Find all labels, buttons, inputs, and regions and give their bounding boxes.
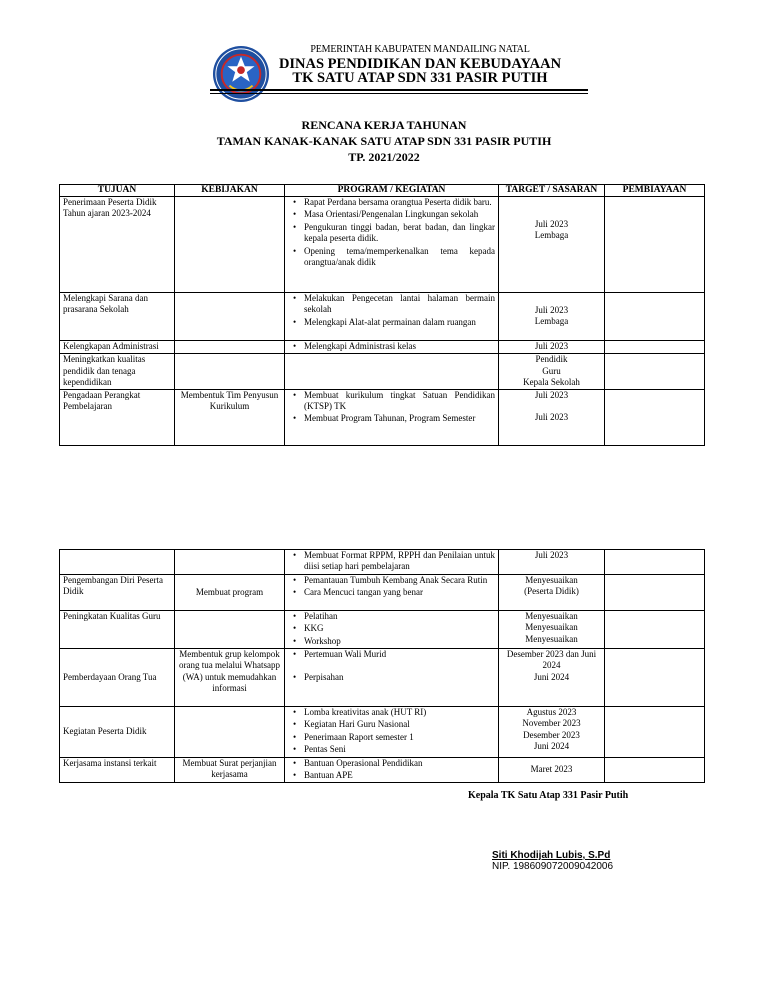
program-item: • Workshop xyxy=(304,636,495,647)
target-cell xyxy=(499,574,605,610)
doc-year: TP. 2021/2022 xyxy=(348,150,420,164)
target-cell xyxy=(499,610,605,648)
tujuan-cell: Kegiatan Peserta Didik xyxy=(60,707,175,758)
target-line: Lembaga xyxy=(534,316,569,327)
program-cell xyxy=(285,293,499,341)
signature-nip: NIP. 198609072009042006 xyxy=(492,861,614,872)
target-cell: Juli 2023 xyxy=(499,550,605,575)
program-cell xyxy=(285,341,499,354)
work-plan-table xyxy=(59,184,705,446)
signature-name: Siti Khodijah Lubis, S.Pd xyxy=(492,850,611,861)
gov-name: PEMERINTAH KABUPATEN MANDAILING NATAL xyxy=(310,44,530,55)
program-item: • Perpisahan xyxy=(304,672,495,683)
kebijakan-cell xyxy=(175,610,285,648)
target-line: Lembaga xyxy=(534,230,569,241)
tujuan-cell: Melengkapi Sarana dan prasarana Sekolah xyxy=(60,293,175,341)
program-item: • Penerimaan Raport semester 1 xyxy=(304,732,495,743)
kebijakan-text: Membentuk Tim Penyusun Kurikulum xyxy=(180,389,279,412)
signature-title: Kepala TK Satu Atap 331 Pasir Putih xyxy=(468,790,629,801)
header-rule-thin xyxy=(210,93,588,94)
doc-subtitle: TAMAN KANAK-KANAK SATU ATAP SDN 331 PASIR PUTIH xyxy=(216,134,552,148)
table-row xyxy=(60,707,705,758)
program-cell xyxy=(285,707,499,758)
pembiayaan-cell xyxy=(605,649,705,707)
kebijakan-cell xyxy=(175,293,285,341)
doc-title: RENCANA KERJA TAHUNAN xyxy=(301,118,467,132)
program-cell xyxy=(285,354,499,389)
pembiayaan-cell xyxy=(605,574,705,610)
target-line: Juli 2023 xyxy=(534,412,569,423)
program-item: • Membuat kurikulum tingkat Satuan Pendidikan (KTSP) TK xyxy=(304,390,495,413)
tujuan-cell: Peningkatan Kualitas Guru xyxy=(60,610,175,648)
target-cell xyxy=(499,707,605,758)
kebijakan-cell xyxy=(175,197,285,293)
target-line: Menyesuaikan xyxy=(525,610,578,621)
col-kebijakan: KEBIJAKAN xyxy=(175,185,285,197)
program-cell xyxy=(285,550,499,575)
pembiayaan-cell xyxy=(605,610,705,648)
pembiayaan-cell xyxy=(605,354,705,389)
school-name: TK SATU ATAP SDN 331 PASIR PUTIH xyxy=(292,70,548,86)
pembiayaan-cell xyxy=(605,197,705,293)
target-line: Juni 2024 xyxy=(533,741,570,752)
col-tujuan: TUJUAN xyxy=(60,185,175,197)
table-row xyxy=(60,354,705,389)
target-line: Juni 2024 xyxy=(533,671,570,682)
table-row xyxy=(60,197,705,293)
tujuan-cell: Pemberdayaan Orang Tua xyxy=(60,649,175,707)
program-item: • KKG xyxy=(304,623,495,634)
target-line: Menyesuaikan xyxy=(525,622,578,633)
col-target: TARGET / SASARAN xyxy=(499,185,605,197)
program-item: • Membuat Program Tahunan, Program Semester xyxy=(304,413,495,424)
target-line: Desember 2023 xyxy=(523,729,580,740)
program-item: • Kegiatan Hari Guru Nasional xyxy=(304,719,495,730)
program-cell xyxy=(285,610,499,648)
pembiayaan-cell xyxy=(605,707,705,758)
tujuan-cell: Pengadaan Perangkat Pembelajaran xyxy=(60,389,175,445)
target-line: November 2023 xyxy=(522,718,581,729)
program-item: • Lomba kreativitas anak (HUT RI) xyxy=(304,707,495,718)
col-program: PROGRAM / KEGIATAN xyxy=(285,185,499,197)
target-cell: Juli 2023 xyxy=(499,341,605,354)
target-cell: Maret 2023 xyxy=(499,757,605,783)
program-item: • Masa Orientasi/Pengenalan Lingkungan sekolah xyxy=(304,209,495,220)
table-row xyxy=(60,341,705,354)
target-line: Kepala Sekolah xyxy=(523,377,580,388)
program-item: • Membuat Format RPPM, RPPH dan Penilaian untuk diisi setiap hari pembelajaran xyxy=(304,550,495,573)
table-row xyxy=(60,649,705,707)
letterhead xyxy=(0,0,768,110)
target-cell xyxy=(499,197,605,293)
kebijakan-cell xyxy=(175,354,285,389)
tujuan-cell xyxy=(60,550,175,575)
target-cell xyxy=(499,354,605,389)
header-rule xyxy=(210,89,588,91)
program-item: • Melakukan Pengecetan lantai halaman bermain sekolah xyxy=(304,293,495,316)
program-cell xyxy=(285,574,499,610)
program-item: • Pengukuran tinggi badan, berat badan, dan lingkar kepala peserta didik. xyxy=(304,222,495,245)
kebijakan-cell xyxy=(175,707,285,758)
kebijakan-cell: Membuat program xyxy=(175,574,285,610)
table-row xyxy=(60,757,705,783)
tujuan-cell: Kelengkapan Administrasi xyxy=(60,341,175,354)
dept-name: DINAS PENDIDIKAN DAN KEBUDAYAAN xyxy=(278,56,562,72)
target-cell xyxy=(499,649,605,707)
kebijakan-cell xyxy=(175,389,285,445)
program-cell xyxy=(285,649,499,707)
program-cell xyxy=(285,197,499,293)
program-cell xyxy=(285,389,499,445)
table-row xyxy=(60,389,705,445)
pembiayaan-cell xyxy=(605,293,705,341)
target-line: Juli 2023 xyxy=(534,305,569,315)
program-cell xyxy=(285,757,499,783)
program-item: • Pentas Seni xyxy=(304,744,495,755)
table-row xyxy=(60,550,705,575)
target-line: Juli 2023 xyxy=(534,219,569,229)
target-line: Pendidik xyxy=(535,354,568,365)
program-item: • Pemantauan Tumbuh Kembang Anak Secara Rutin xyxy=(304,575,495,586)
target-line: (Peserta Didik) xyxy=(524,586,579,597)
target-cell xyxy=(499,293,605,341)
program-item: • Bantuan Operasional Pendidikan xyxy=(304,758,495,769)
col-pembiayaan: PEMBIAYAAN xyxy=(605,185,705,197)
program-item: • Opening tema/memperkenalkan tema kepada orangtua/anak didik xyxy=(304,246,495,269)
target-line: Agustus 2023 xyxy=(526,707,577,718)
tujuan-cell: Penerimaan Peserta Didik Tahun ajaran 2023-2024 xyxy=(60,197,175,293)
target-line: Menyesuaikan xyxy=(525,574,578,585)
table-row xyxy=(60,574,705,610)
program-item: • Rapat Perdana bersama orangtua Peserta didik baru. xyxy=(304,197,495,208)
program-item: • Melengkapi Administrasi kelas xyxy=(304,341,495,352)
pembiayaan-cell xyxy=(605,389,705,445)
pembiayaan-cell xyxy=(605,550,705,575)
tujuan-cell: Kerjasama instansi terkait xyxy=(60,757,175,783)
pembiayaan-cell xyxy=(605,341,705,354)
target-line: Desember 2023 dan Juni 2024 xyxy=(506,649,597,671)
kebijakan-cell xyxy=(175,341,285,354)
tujuan-cell: Pengembangan Diri Peserta Didik xyxy=(60,574,175,610)
kebijakan-cell xyxy=(175,550,285,575)
program-item: • Pertemuan Wali Murid xyxy=(304,649,495,660)
target-cell xyxy=(499,389,605,445)
table-row xyxy=(60,610,705,648)
work-plan-table-continued xyxy=(59,549,705,783)
kebijakan-cell: Membentuk grup kelompok orang tua melalui Whatsapp (WA) untuk memudahkan informasi xyxy=(175,649,285,707)
target-line: Juli 2023 xyxy=(534,389,569,400)
tujuan-cell: Meningkatkan kualitas pendidik dan tenaga kependidikan xyxy=(60,354,175,389)
program-item: • Melengkapi Alat-alat permainan dalam ruangan xyxy=(304,317,495,328)
program-item: • Cara Mencuci tangan yang benar xyxy=(304,587,495,598)
program-item: • Bantuan APE xyxy=(304,770,495,781)
program-item: • Pelatihan xyxy=(304,611,495,622)
target-line: Guru xyxy=(542,365,561,376)
kebijakan-cell: Membuat Surat perjanjian kerjasama xyxy=(175,757,285,783)
pembiayaan-cell xyxy=(605,757,705,783)
target-line: Menyesuaikan xyxy=(525,633,578,644)
table-header-row xyxy=(60,185,705,197)
table-row xyxy=(60,293,705,341)
